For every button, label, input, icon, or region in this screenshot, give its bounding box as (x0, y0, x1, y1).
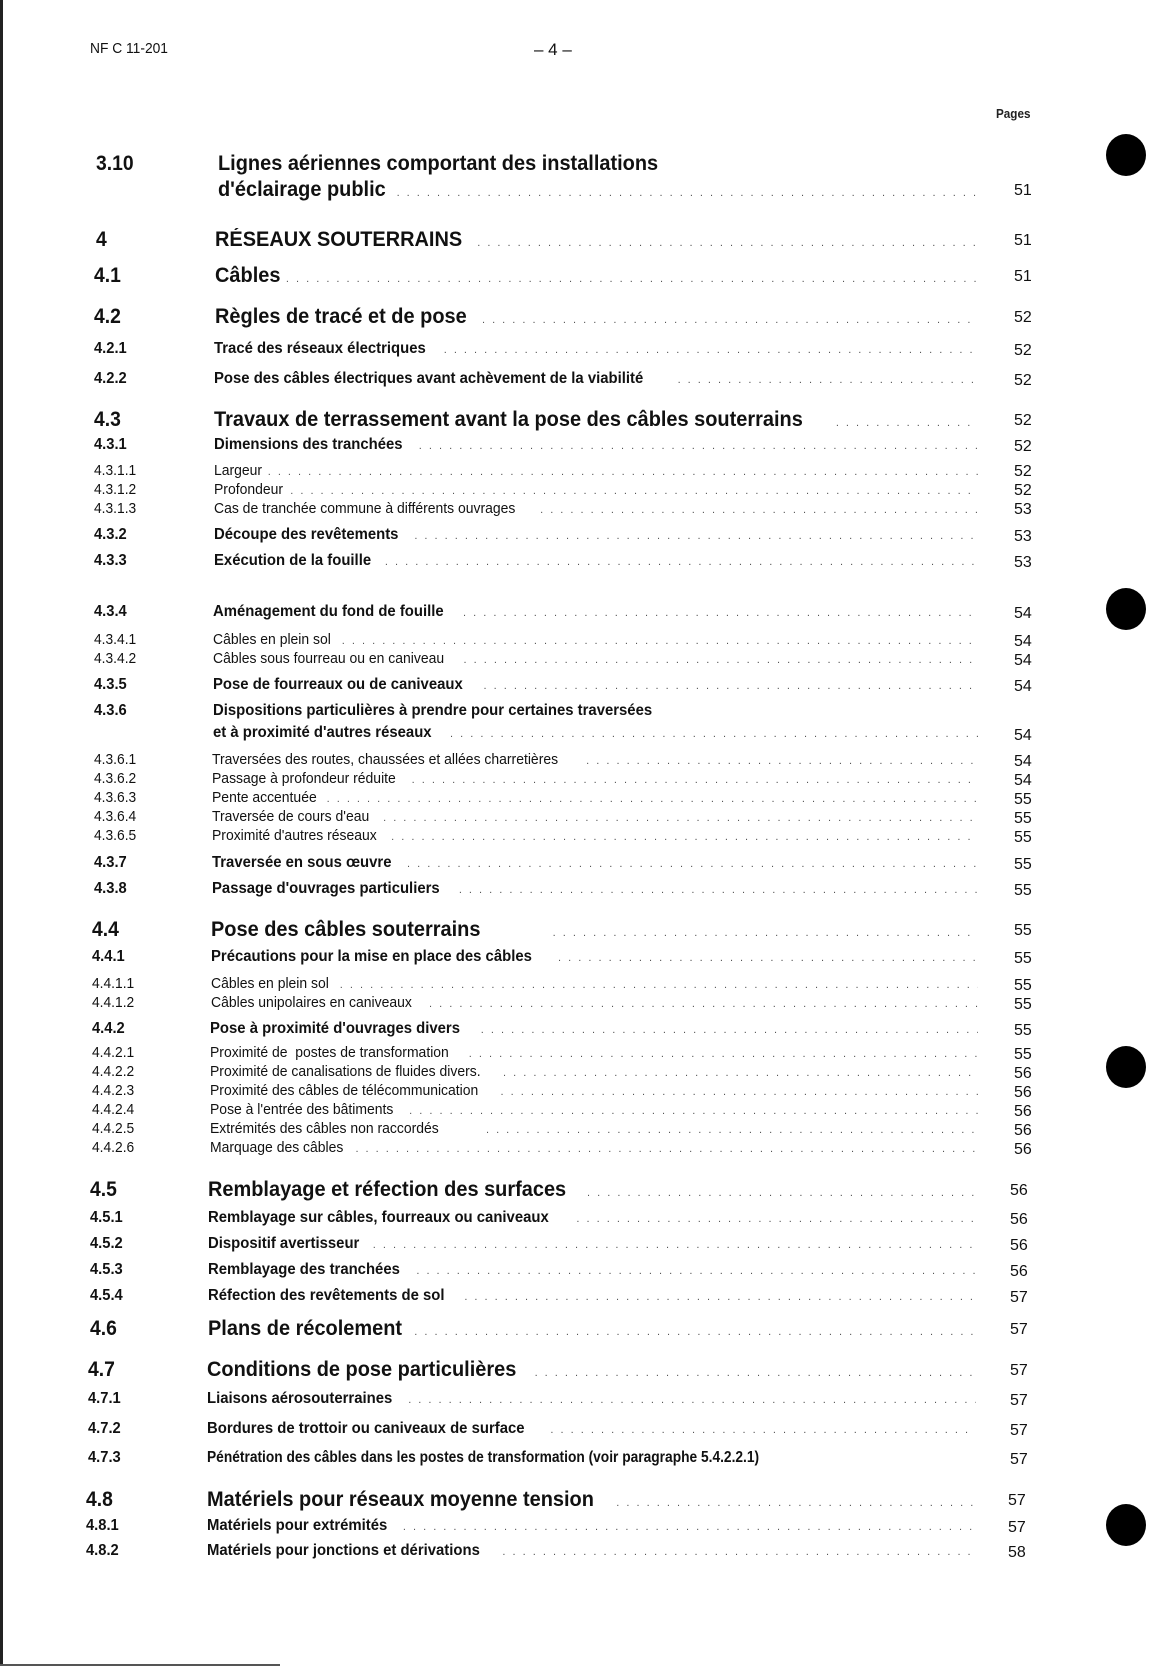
toc-entry-page: 55 (1014, 882, 1032, 899)
leader-dots (340, 979, 978, 991)
pages-column-label: Pages (996, 106, 1031, 121)
toc-entry-page: 51 (1014, 182, 1032, 199)
toc-entry[interactable] (0, 1020, 1168, 1042)
leader-dots (373, 1239, 976, 1251)
leader-dots (419, 440, 978, 452)
page-number: – 4 – (534, 40, 572, 59)
toc-entry-title: Câbles en plein sol (211, 975, 329, 992)
toc-entry-number: 4.4.2.4 (92, 1101, 135, 1118)
toc-entry[interactable] (0, 1209, 1168, 1231)
toc-entry-number: 4.4 (92, 918, 119, 941)
toc-entry-title: Matériels pour réseaux moyenne tension (207, 1488, 594, 1511)
toc-entry-title: Dispositif avertisseur (208, 1235, 360, 1252)
toc-entry[interactable] (0, 264, 1168, 290)
toc-entry-title: Passage à profondeur réduite (212, 770, 396, 787)
leader-dots (469, 1048, 978, 1060)
toc-entry[interactable] (0, 1261, 1168, 1283)
toc-entry[interactable] (0, 1101, 1168, 1120)
toc-entry-page: 55 (1014, 922, 1032, 939)
toc-entry-page: 57 (1010, 1392, 1028, 1409)
toc-entry-number: 4.3.1.3 (94, 500, 137, 517)
toc-entry[interactable] (0, 808, 1168, 827)
toc-entry[interactable] (0, 370, 1168, 392)
toc-entry-title: Traversée en sous œuvre (212, 854, 392, 871)
leader-dots (290, 485, 978, 497)
leader-dots (397, 187, 978, 199)
toc-entry-page: 54 (1014, 678, 1032, 695)
toc-entry-page: 56 (1014, 1122, 1032, 1139)
toc-entry-title: Extrémités des câbles non raccordés (210, 1120, 439, 1137)
toc-entry-page: 56 (1014, 1141, 1032, 1158)
leader-dots (385, 556, 978, 568)
toc-entry[interactable] (0, 1287, 1168, 1309)
toc-entry[interactable] (0, 631, 1168, 650)
toc-entry-page: 54 (1014, 753, 1032, 770)
toc-entry-title: Précautions pour la mise en place des câbles (211, 948, 532, 965)
toc-entry-page: 56 (1010, 1237, 1028, 1254)
toc-entry[interactable] (0, 1082, 1168, 1101)
leader-dots (535, 1367, 976, 1379)
toc-entry-number: 4.5.4 (90, 1287, 123, 1304)
document-code: NF C 11-201 (90, 40, 168, 57)
toc-entry[interactable] (0, 948, 1168, 970)
toc-entry-page: 56 (1014, 1065, 1032, 1082)
toc-entry[interactable] (0, 827, 1168, 846)
toc-entry-title: Tracé des réseaux électriques (214, 340, 426, 357)
toc-entry-page: 56 (1010, 1211, 1028, 1228)
toc-entry[interactable] (0, 770, 1168, 789)
toc-entry-page: 55 (1014, 1046, 1032, 1063)
toc-entry-title: Proximité d'autres réseaux (212, 827, 377, 844)
toc-entry-number: 4.3.1.1 (94, 462, 137, 479)
toc-entry[interactable] (0, 228, 1168, 254)
toc-entry[interactable] (0, 1235, 1168, 1257)
toc-entry-page: 56 (1010, 1182, 1028, 1199)
toc-entry-title: Pose à l'entrée des bâtiments (210, 1101, 394, 1118)
toc-entry-page: 56 (1014, 1084, 1032, 1101)
toc-entry-number: 4 (96, 228, 107, 251)
leader-dots (286, 273, 978, 285)
toc-entry-title: Profondeur (214, 481, 284, 498)
toc-entry[interactable] (0, 500, 1168, 519)
toc-entry-title: Proximité des câbles de télécommunication (210, 1082, 479, 1099)
toc-entry-page: 57 (1008, 1519, 1026, 1536)
toc-entry-title: Matériels pour jonctions et dérivations (207, 1542, 480, 1559)
toc-entry-title: Bordures de trottoir ou caniveaux de surface (207, 1420, 525, 1437)
toc-entry-title: Pente accentuée (212, 789, 317, 806)
toc-entry-number: 4.3.6.4 (94, 808, 137, 825)
toc-entry-page: 58 (1008, 1544, 1026, 1561)
leader-dots (678, 374, 978, 386)
toc-entry-title: Travaux de terrassement avant la pose des câbles souterrains (214, 408, 803, 431)
leader-dots (486, 1124, 978, 1136)
leader-dots (355, 1143, 978, 1155)
toc-entry-number: 4.7 (88, 1358, 115, 1381)
leader-dots (502, 1546, 976, 1558)
toc-entry-number: 4.4.2.2 (92, 1063, 135, 1080)
leader-dots (587, 1187, 976, 1199)
toc-entry-number: 4.4.2 (92, 1020, 125, 1037)
leader-dots (412, 774, 978, 786)
toc-entry[interactable] (0, 994, 1168, 1013)
toc-entry[interactable] (0, 751, 1168, 770)
toc-entry-title: Remblayage des tranchées (208, 1261, 400, 1278)
toc-entry-title: Câbles (215, 264, 281, 287)
toc-entry-title: Pose à proximité d'ouvrages divers (210, 1020, 460, 1037)
toc-entry-title: Exécution de la fouille (214, 552, 372, 569)
toc-entry-page: 55 (1014, 1022, 1032, 1039)
toc-entry-page: 52 (1014, 438, 1032, 455)
toc-entry-page: 52 (1014, 463, 1032, 480)
leader-dots (409, 1105, 978, 1117)
leader-dots (407, 858, 978, 870)
toc-entry-page: 57 (1010, 1362, 1028, 1379)
leader-dots (586, 755, 978, 767)
toc-entry-number: 4.8 (86, 1488, 113, 1511)
toc-entry[interactable] (0, 918, 1168, 944)
toc-entry[interactable] (0, 1063, 1168, 1082)
toc-entry[interactable] (0, 436, 1168, 458)
toc-entry-page: 56 (1014, 1103, 1032, 1120)
toc-entry-title: Découpe des revêtements (214, 526, 399, 543)
toc-entry-number: 3.10 (96, 152, 134, 175)
toc-entry-page: 57 (1010, 1289, 1028, 1306)
toc-entry-number: 4.3.4.2 (94, 650, 137, 667)
toc-entry-page: 53 (1014, 554, 1032, 571)
toc-entry-number: 4.6 (90, 1317, 117, 1340)
toc-entry-title: Cas de tranchée commune à différents ouvrages (214, 500, 516, 517)
leader-dots (484, 680, 978, 692)
toc-entry-number: 4.3.5 (94, 676, 127, 693)
toc-entry[interactable] (0, 481, 1168, 500)
toc-entry[interactable] (0, 552, 1168, 574)
toc-entry-number: 4.3.4 (94, 603, 127, 620)
toc-entry[interactable] (0, 1390, 1168, 1412)
toc-entry[interactable] (0, 305, 1168, 331)
toc-entry-page: 57 (1010, 1321, 1028, 1338)
toc-entry-number: 4.3.6.3 (94, 789, 137, 806)
leader-dots (383, 812, 978, 824)
toc-entry-page: 55 (1014, 996, 1032, 1013)
leader-dots (464, 1291, 976, 1303)
toc-entry[interactable] (0, 152, 1168, 212)
toc-entry-number: 4.4.1.1 (92, 975, 135, 992)
leader-dots (403, 1521, 976, 1533)
toc-entry-page: 52 (1014, 342, 1032, 359)
toc-entry[interactable] (0, 1317, 1168, 1343)
toc-entry-page: 55 (1014, 829, 1032, 846)
leader-dots (450, 728, 978, 740)
toc-entry-number: 4.4.2.3 (92, 1082, 135, 1099)
toc-entry-number: 4.3.6.1 (94, 751, 137, 768)
toc-entry-title: Traversée de cours d'eau (212, 808, 370, 825)
toc-entry[interactable] (0, 1044, 1168, 1063)
toc-entry-page: 57 (1010, 1422, 1028, 1439)
toc-entry[interactable] (0, 702, 1168, 748)
toc-entry[interactable] (0, 603, 1168, 625)
toc-entry-page: 54 (1014, 727, 1032, 744)
toc-entry-title-line2: et à proximité d'autres réseaux (213, 724, 432, 741)
leader-dots (482, 314, 978, 326)
toc-entry-title: Conditions de pose particulières (207, 1358, 517, 1381)
leader-dots (463, 607, 978, 619)
toc-entry-page: 51 (1014, 232, 1032, 249)
toc-entry-title: Dispositions particulières à prendre pour certaines traversées (213, 702, 653, 719)
leader-dots (553, 927, 978, 939)
toc-entry[interactable] (0, 1542, 1168, 1564)
toc-entry-number: 4.4.1 (92, 948, 125, 965)
toc-entry[interactable] (0, 1420, 1168, 1442)
toc-entry-number: 4.7.1 (88, 1390, 121, 1407)
toc-entry-page: 51 (1014, 268, 1032, 285)
toc-entry-title: Remblayage et réfection des surfaces (208, 1178, 567, 1201)
leader-dots (481, 1024, 978, 1036)
toc-entry-title: Aménagement du fond de fouille (213, 603, 444, 620)
leader-dots (391, 831, 978, 843)
leader-dots (327, 793, 978, 805)
toc-entry-title-line2: d'éclairage public (218, 178, 386, 201)
leader-dots (414, 530, 978, 542)
toc-entry-title: Lignes aériennes comportant des installations (218, 152, 659, 175)
toc-entry-number: 4.2 (94, 305, 121, 328)
toc-entry-number: 4.7.2 (88, 1420, 121, 1437)
toc-entry-number: 4.5.1 (90, 1209, 123, 1226)
leader-dots (464, 654, 979, 666)
toc-entry-title: Marquage des câbles (210, 1139, 344, 1156)
toc-entry-number: 4.5.3 (90, 1261, 123, 1278)
toc-entry-number: 4.3.6.5 (94, 827, 137, 844)
toc-entry-number: 4.8.2 (86, 1542, 119, 1559)
toc-entry-number: 4.3.6 (94, 702, 127, 719)
leader-dots (459, 884, 978, 896)
leader-dots (444, 344, 978, 356)
toc-entry[interactable] (0, 526, 1168, 548)
toc-entry-page: 54 (1014, 772, 1032, 789)
toc-entry-number: 4.3.6.2 (94, 770, 137, 787)
toc-entry-page: 55 (1014, 977, 1032, 994)
toc-entry[interactable] (0, 408, 1168, 434)
toc-entry-number: 4.7.3 (88, 1449, 121, 1466)
toc-entry-title: Dimensions des tranchées (214, 436, 403, 453)
toc-entry-number: 4.3.7 (94, 854, 127, 871)
toc-entry-title: Réfection des revêtements de sol (208, 1287, 445, 1304)
leader-dots (616, 1497, 976, 1509)
toc-entry-page: 53 (1014, 501, 1032, 518)
toc-entry-title: Plans de récolement (208, 1317, 403, 1340)
toc-entry-page: 54 (1014, 652, 1032, 669)
leader-dots (500, 1086, 978, 1098)
toc-entry-number: 4.3 (94, 408, 121, 431)
toc-entry-number: 4.3.1 (94, 436, 127, 453)
toc-entry-page: 52 (1014, 372, 1032, 389)
toc-entry-number: 4.1 (94, 264, 121, 287)
toc-entry-title: Proximité de postes de transformation (210, 1044, 449, 1061)
toc-entry-title: Proximité de canalisations de fluides divers. (210, 1063, 481, 1080)
toc-entry[interactable] (0, 676, 1168, 698)
toc-entry[interactable] (0, 1488, 1168, 1514)
toc-entry-title: Pose des câbles électriques avant achèvement de la viabilité (214, 370, 644, 387)
toc-entry-title: Matériels pour extrémités (207, 1517, 388, 1534)
toc-entry[interactable] (0, 462, 1168, 481)
leader-dots (540, 504, 978, 516)
toc-entry[interactable] (0, 1358, 1168, 1384)
toc-entry-title: Passage d'ouvrages particuliers (212, 880, 440, 897)
toc-entry-number: 4.4.1.2 (92, 994, 135, 1011)
toc-entry-number: 4.5.2 (90, 1235, 123, 1252)
toc-entry-title: Câbles sous fourreau ou en caniveau (213, 650, 445, 667)
toc-entry-number: 4.4.2.5 (92, 1120, 135, 1137)
toc-entry-page: 52 (1014, 412, 1032, 429)
toc-entry[interactable] (0, 1120, 1168, 1139)
leader-dots (414, 1326, 976, 1338)
toc-entry-number: 4.3.4.1 (94, 631, 137, 648)
toc-entry-page: 52 (1014, 309, 1032, 326)
leader-dots (429, 998, 978, 1010)
toc-entry-title: Traversées des routes, chaussées et allées charretières (212, 751, 559, 768)
leader-dots (416, 1265, 976, 1277)
toc-entry-page: 57 (1010, 1451, 1028, 1468)
toc-entry-number: 4.8.1 (86, 1517, 119, 1534)
toc-entry[interactable] (0, 1178, 1168, 1204)
toc-entry-page: 56 (1010, 1263, 1028, 1280)
toc-entry[interactable] (0, 854, 1168, 876)
toc-entry-title: Pose des câbles souterrains (211, 918, 481, 941)
toc-entry-number: 4.2.2 (94, 370, 127, 387)
toc-entry-page: 55 (1014, 950, 1032, 967)
toc-entry-title: Règles de tracé et de pose (215, 305, 467, 328)
toc-entry-title: Largeur (214, 462, 263, 479)
toc-entry-title: Liaisons aérosouterraines (207, 1390, 393, 1407)
toc-entry-title: Pénétration des câbles dans les postes de transformation (voir paragraphe 5.4.2.2.1) (207, 1449, 760, 1466)
toc-entry-title: Câbles unipolaires en caniveaux (211, 994, 412, 1011)
toc-entry[interactable] (0, 975, 1168, 994)
toc-entry-page: 55 (1014, 810, 1032, 827)
toc-entry-page: 52 (1014, 482, 1032, 499)
leader-dots (836, 417, 978, 429)
toc-entry-title: Câbles en plein sol (213, 631, 331, 648)
toc-entry-number: 4.3.2 (94, 526, 127, 543)
toc-entry-title: Remblayage sur câbles, fourreaux ou caniveaux (208, 1209, 549, 1226)
toc-entry-number: 4.3.8 (94, 880, 127, 897)
leader-dots (550, 1424, 976, 1436)
toc-entry[interactable] (0, 1517, 1168, 1539)
toc-entry[interactable] (0, 880, 1168, 902)
toc-entry[interactable] (0, 1449, 1168, 1471)
leader-dots (477, 237, 978, 249)
toc-entry[interactable] (0, 650, 1168, 669)
leader-dots (342, 635, 978, 647)
toc-entry-number: 4.5 (90, 1178, 117, 1201)
toc-entry-number: 4.3.1.2 (94, 481, 137, 498)
toc-entry[interactable] (0, 789, 1168, 808)
toc-entry-number: 4.3.3 (94, 552, 127, 569)
toc-entry-page: 54 (1014, 605, 1032, 622)
toc-entry-number: 4.4.2.1 (92, 1044, 135, 1061)
toc-entry-page: 55 (1014, 856, 1032, 873)
toc-entry-title: Pose de fourreaux ou de caniveaux (213, 676, 463, 693)
toc-entry-page: 57 (1008, 1492, 1026, 1509)
toc-entry-title: RÉSEAUX SOUTERRAINS (215, 228, 463, 251)
toc-entry[interactable] (0, 1139, 1168, 1158)
toc-entry-page: 53 (1014, 528, 1032, 545)
leader-dots (503, 1067, 978, 1079)
toc-entry-number: 4.4.2.6 (92, 1139, 135, 1156)
leader-dots (558, 952, 978, 964)
toc-entry[interactable] (0, 340, 1168, 362)
leader-dots (408, 1394, 976, 1406)
leader-dots (268, 466, 978, 478)
toc-entry-page: 54 (1014, 633, 1032, 650)
toc-entry-page: 55 (1014, 791, 1032, 808)
toc-entry-number: 4.2.1 (94, 340, 127, 357)
leader-dots (576, 1213, 976, 1225)
